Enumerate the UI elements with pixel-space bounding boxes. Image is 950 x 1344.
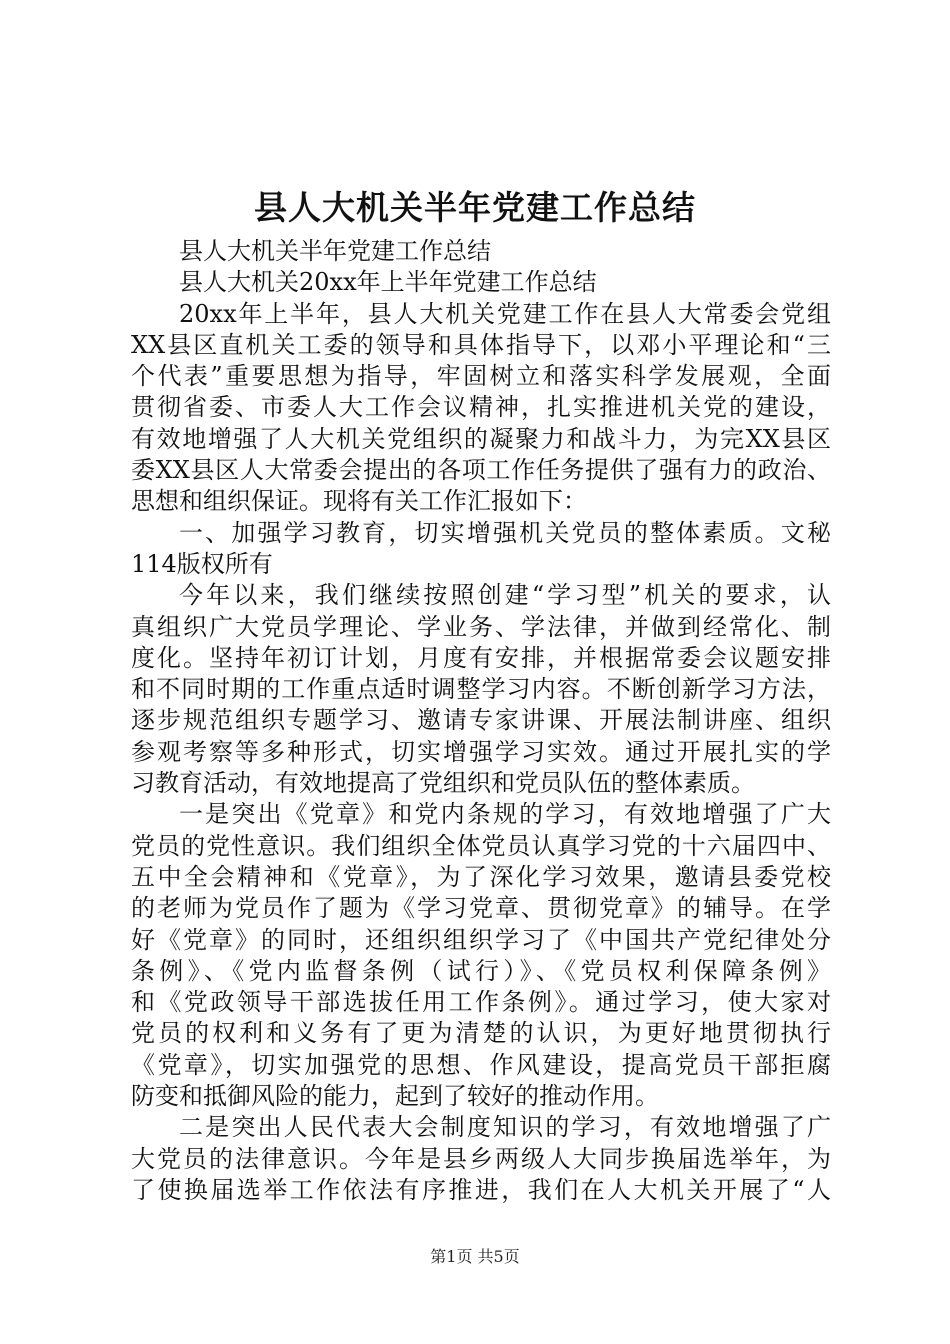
body-line: 逐步规范组织专题学习、邀请专家讲课、开展法制讲座、组织 bbox=[131, 706, 831, 735]
body-line: 20xx年上半年，县人大机关党建工作在县人大常委会党组 bbox=[179, 299, 831, 328]
body-line: 二是突出人民代表大会制度知识的学习，有效地增强了广 bbox=[179, 1113, 831, 1142]
document-title: 县人大机关半年党建工作总结 bbox=[254, 188, 696, 227]
body-line: 个代表”重要思想为指导，牢固树立和落实科学发展观，全面 bbox=[131, 362, 831, 391]
document-body bbox=[131, 236, 831, 1206]
body-line: 好《党章》的同时，还组织组织学习了《中国共产党纪律处分 bbox=[131, 925, 831, 954]
body-line: 真组织广大党员学理论、学业务、学法律，并做到经常化、制 bbox=[131, 612, 831, 641]
body-line: 的老师为党员作了题为《学习党章、贯彻党章》的辅导。在学 bbox=[131, 894, 831, 923]
body-line: 条例》、《党内监督条例（试行）》、《党员权利保障条例》 bbox=[131, 956, 831, 985]
body-line: 度化。坚持年初订计划，月度有安排，并根据常委会议题安排 bbox=[131, 643, 831, 672]
body-line: 114版权所有 bbox=[131, 549, 273, 578]
body-line: 大党员的法律意识。今年是县乡两级人大同步换届选举年，为 bbox=[131, 1144, 831, 1173]
page-number: 第1页 共5页 bbox=[430, 1247, 520, 1266]
body-line: 党员的权利和义务有了更为清楚的认识，为更好地贯彻执行 bbox=[131, 1019, 831, 1048]
body-line: 一、加强学习教育，切实增强机关党员的整体素质。文秘 bbox=[179, 518, 831, 547]
body-line: XX县区直机关工委的领导和具体指导下，以邓小平理论和“三 bbox=[131, 330, 831, 359]
body-line: 五中全会精神和《党章》，为了深化学习效果，邀请县委党校 bbox=[131, 862, 831, 891]
body-line: 和不同时期的工作重点适时调整学习内容。不断创新学习方法， bbox=[131, 675, 831, 704]
body-line: 县人大机关半年党建工作总结 bbox=[179, 237, 491, 265]
body-line: 一是突出《党章》和党内条规的学习，有效地增强了广大 bbox=[179, 800, 831, 829]
body-line: 有效地增强了人大机关党组织的凝聚力和战斗力，为完XX县区 bbox=[131, 424, 831, 453]
body-line: 县人大机关20xx年上半年党建工作总结 bbox=[179, 268, 597, 297]
body-line: 今年以来，我们继续按照创建“学习型”机关的要求，认 bbox=[179, 581, 831, 610]
body-line: 习教育活动，有效地提高了党组织和党员队伍的整体素质。 bbox=[131, 769, 755, 798]
page-footer bbox=[0, 1244, 950, 1267]
body-line: 和《党政领导干部选拔任用工作条例》。通过学习，使大家对 bbox=[131, 988, 831, 1017]
body-line: 《党章》，切实加强党的思想、作风建设，提高党员干部拒腐 bbox=[131, 1050, 831, 1079]
body-line: 参观考察等多种形式，切实增强学习实效。通过开展扎实的学 bbox=[131, 737, 831, 766]
body-line: 党员的党性意识。我们组织全体党员认真学习党的十六届四中、 bbox=[131, 831, 831, 860]
body-line: 思想和组织保证。现将有关工作汇报如下： bbox=[131, 487, 587, 516]
body-line: 了使换届选举工作依法有序推进，我们在人大机关开展了“人 bbox=[131, 1175, 831, 1204]
body-line: 防变和抵御风险的能力，起到了较好的推动作用。 bbox=[131, 1082, 659, 1111]
body-line: 委XX县区人大常委会提出的各项工作任务提供了强有力的政治、 bbox=[131, 456, 831, 485]
body-line: 贯彻省委、市委人大工作会议精神，扎实推进机关党的建设， bbox=[131, 393, 831, 422]
